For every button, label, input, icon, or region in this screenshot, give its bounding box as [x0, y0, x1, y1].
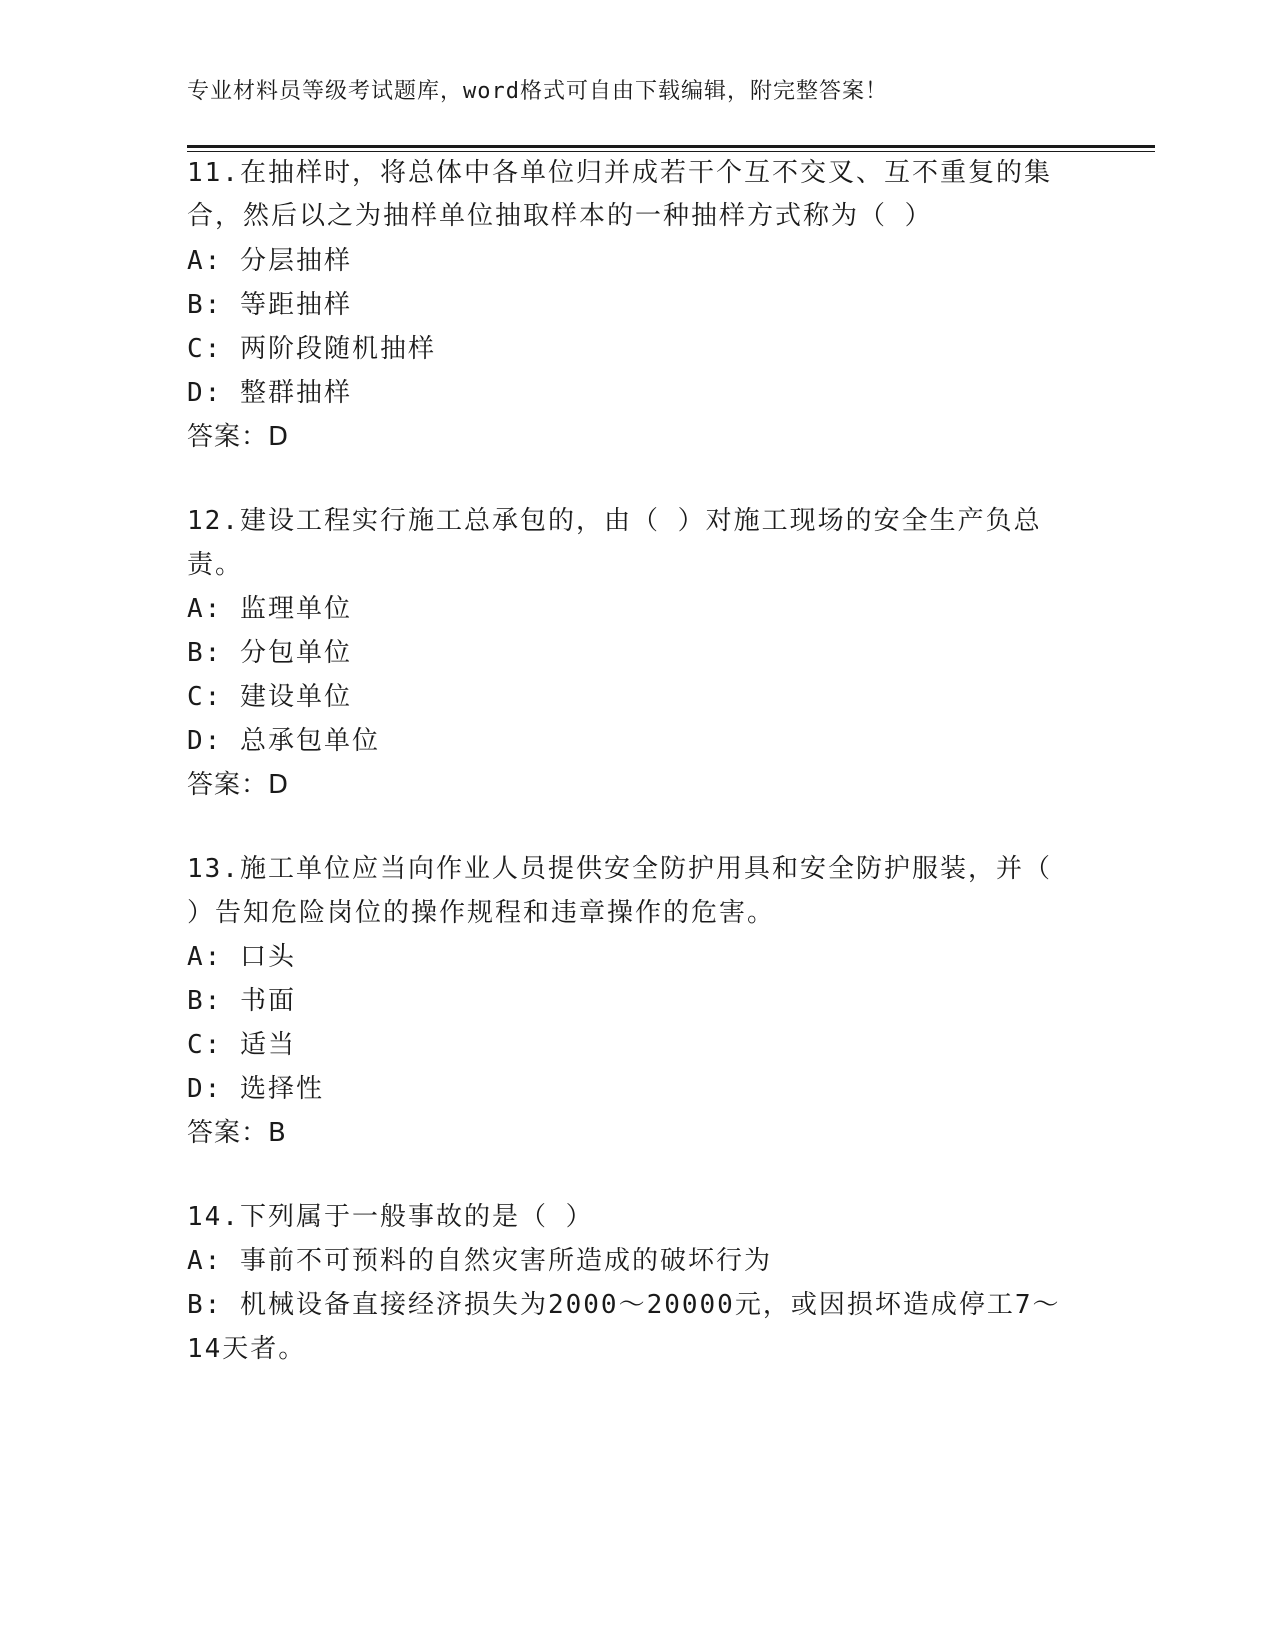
option-a: A: 口头 — [187, 942, 296, 972]
question-stem-line: 11.在抽样时，将总体中各单位归并成若干个互不交叉、互不重复的集 — [187, 158, 1052, 188]
question-stem-line: 14.下列属于一般事故的是（ ） — [187, 1202, 594, 1232]
header-rule-thin — [187, 151, 1155, 152]
answer: 答案：D — [187, 770, 290, 800]
answer: 答案：D — [187, 422, 290, 452]
option-c: C: 两阶段随机抽样 — [187, 334, 436, 364]
option-d: D: 整群抽样 — [187, 378, 352, 408]
option-b: B: 等距抽样 — [187, 290, 352, 320]
option-a: A: 分层抽样 — [187, 246, 352, 276]
answer: 答案：B — [187, 1118, 287, 1148]
option-a: A: 事前不可预料的自然灾害所造成的破坏行为 — [187, 1246, 772, 1276]
option-c: C: 建设单位 — [187, 682, 352, 712]
option-c: C: 适当 — [187, 1030, 296, 1060]
question-stem-line: 12.建设工程实行施工总承包的，由（ ）对施工现场的安全生产负总 — [187, 506, 1042, 536]
option-b: B: 书面 — [187, 986, 296, 1016]
option-b: B: 分包单位 — [187, 638, 352, 668]
question-stem-line: 责。 — [187, 550, 244, 580]
question-stem-line: 13.施工单位应当向作业人员提供安全防护用具和安全防护服装，并（ — [187, 854, 1052, 884]
header-rule-thick — [187, 145, 1155, 148]
question-stem-line: 合，然后以之为抽样单位抽取样本的一种抽样方式称为（ ） — [187, 201, 933, 231]
option-d: D: 总承包单位 — [187, 726, 380, 756]
option-a: A: 监理单位 — [187, 594, 352, 624]
option-d: D: 选择性 — [187, 1074, 324, 1104]
option-b: B: 机械设备直接经济损失为2000～20000元，或因损坏造成停工7～ — [187, 1290, 1061, 1320]
question-stem-line: ）告知危险岗位的操作规程和违章操作的危害。 — [187, 898, 776, 928]
page-header: 专业材料员等级考试题库，word格式可自由下载编辑，附完整答案！ — [187, 79, 888, 104]
option-b-continued: 14天者。 — [187, 1334, 307, 1364]
